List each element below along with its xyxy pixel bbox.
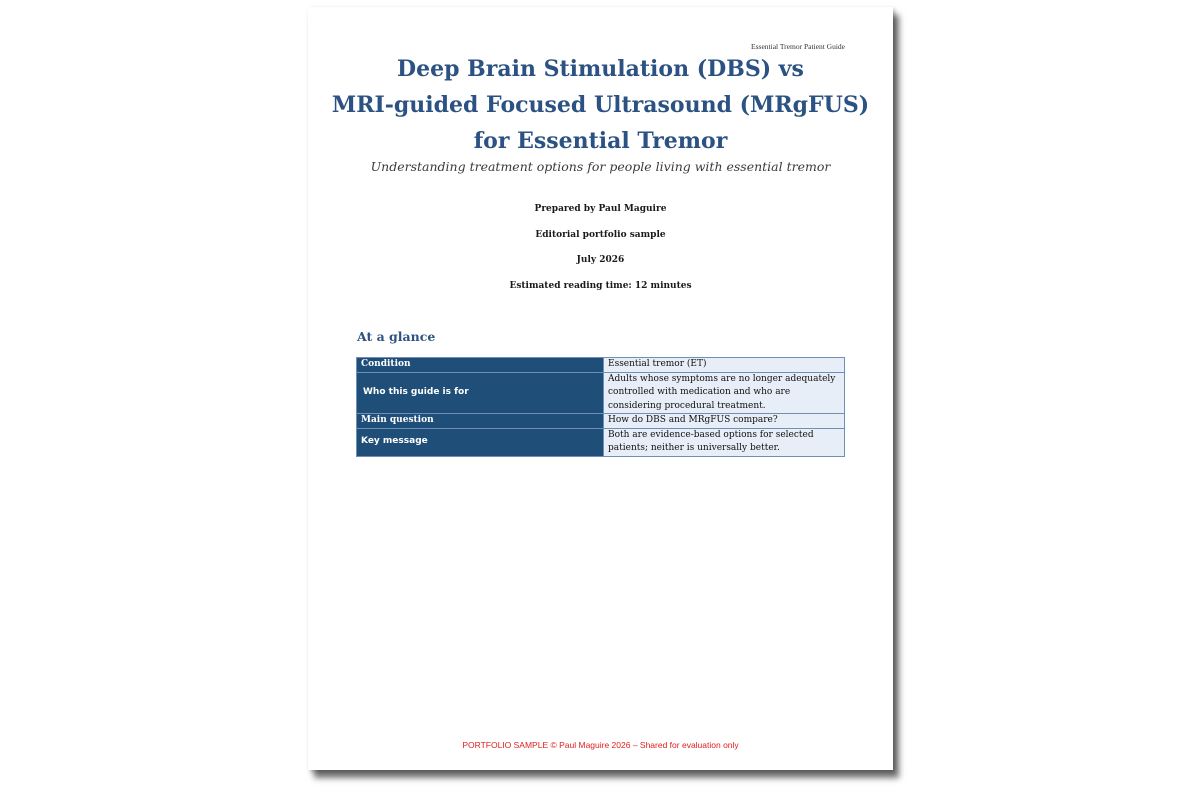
row-value: Essential tremor (ET) [604,358,845,373]
title-line-1: Deep Brain Stimulation (DBS) vs [397,56,804,82]
at-a-glance-table [356,357,845,457]
document-title [308,51,893,159]
document-page [308,7,893,770]
row-label: Who this guide is for [357,372,604,414]
row-label: Key message [357,428,604,456]
table-row [357,372,845,414]
title-line-3: for Essential Tremor [473,128,728,154]
portfolio-footer: PORTFOLIO SAMPLE © Paul Maguire 2026 – Shared for evaluation only [462,740,739,750]
row-label: Main question [357,414,604,429]
title-line-2: MRI-guided Focused Ultrasound (MRgFUS) [331,92,870,118]
row-value: Both are evidence-based options for selected patients; neither is universally better. [604,428,845,456]
table-row [357,358,845,373]
running-head: Essential Tremor Patient Guide [751,42,845,51]
publication-date: July 2026 [576,255,625,265]
row-value: How do DBS and MRgFUS compare? [604,414,845,429]
portfolio-note: Editorial portfolio sample [535,230,666,240]
author-line: Prepared by Paul Maguire [534,204,667,214]
reading-time: Estimated reading time: 12 minutes [509,281,692,291]
at-a-glance-heading: At a glance [357,329,436,344]
row-label: Condition [357,358,604,373]
table-row [357,428,845,456]
table-row [357,414,845,429]
document-subtitle: Understanding treatment options for people living with essential tremor [370,159,831,174]
row-value: Adults whose symptoms are no longer adequately controlled with medication and who are considering procedural treatment. [604,372,845,414]
